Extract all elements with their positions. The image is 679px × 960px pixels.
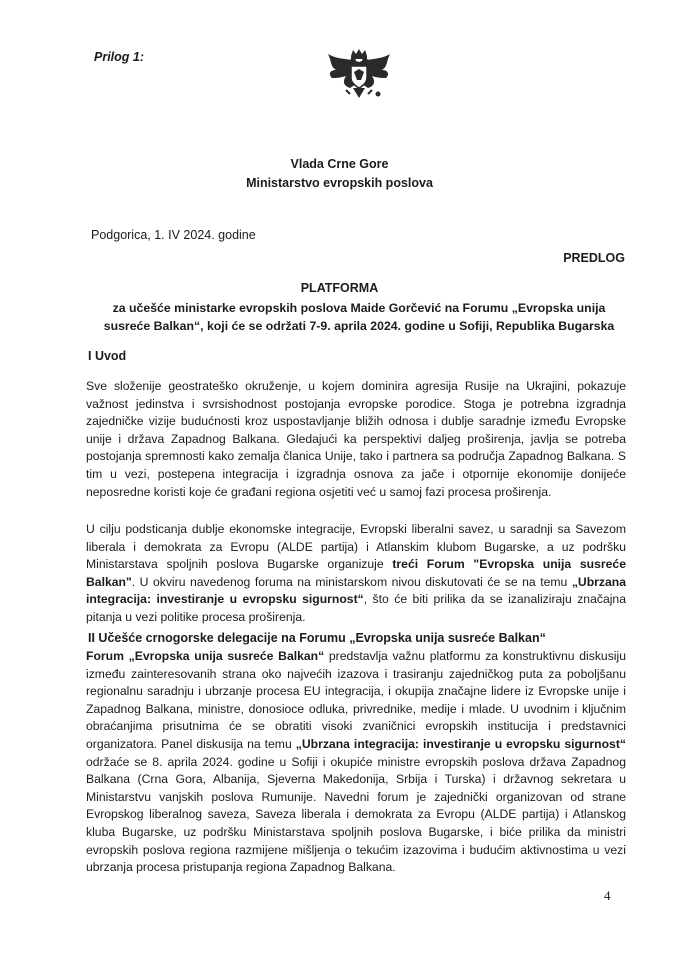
coat-of-arms-icon xyxy=(320,48,398,104)
section-heading-delegation: II Učešće crnogorske delegacije na Forumu „Evropska unija susreće Balkan“ xyxy=(88,631,546,645)
paragraph-2 xyxy=(86,521,626,627)
paragraph-3-text-b: predstavlja važnu platformu za konstruktivnu diskusiju između zainteresovanih strana oko najvećih izazova i trasiranju zajedničkog puta za poboljšanu regionalnu saradnju i ubrzanje procesa EU integracija, i okupija značajne lidere iz Evropske unije i Zapadnog Balkana, ministre, donosioce odluka, privrednike, medije i mlade. U uvodnim i ključnim obraćanjima prisutnima će se obratiti visoki zvaničnici evropskih institucija i predstavnici organizatora. Panel diskusija na temu xyxy=(86,649,626,751)
forum-title-emphasis: Forum „Evropska unija susreće Balkan“ xyxy=(86,649,325,663)
status-label: PREDLOG xyxy=(563,251,625,265)
annex-label: Prilog 1: xyxy=(94,50,145,64)
paragraph-3 xyxy=(86,648,626,877)
page-number: 4 xyxy=(604,888,611,903)
paragraph-3-text-d: održaće se 8. aprila 2024. godine u Sofiji i okupiće ministre evropskih poslova država Zapadnog Balkana (Crna Gora, Albanija, Sjeverna Makedonija, Srbija i Turska) i državnog sekretara u Ministarstvu vanjskih poslova Rumunije. Navedni forum je zajednički organizovan od strane Evropskog liberalnog saveza, Saveza liberala i demokrata za Evropu (ALDE partija) i Atlanskog kluba Bugarske, uz podršku Ministarstava spoljnih poslova Bugarske, i biće prilika da ministri evropskih poslova regiona razmijene mišljenja o tekućim izazovima i budućim aktivnostima u vezi ubrzanja procesa pristupanja regiona Zapadnog Balkana. xyxy=(86,754,626,875)
place-date: Podgorica, 1. IV 2024. godine xyxy=(91,228,256,242)
paragraph-1: Sve složenije geostrateško okruženje, u kojem dominira agresija Rusije na Ukrajini, pokazuje važnost jedinstva i svrsishodnost postojanja evropske porodice. Stoga je potrebna izgradnja zajedničke vizije budućnosti kroz uspostavljanje bližih odnosa i dublje saradnje između Evropske unije i država Zapadnog Balkana. Gledajući ka perspektivi daljeg proširenja, javlja se potreba postojanja spremnosti kako zemalja članica Unije, tako i partnera sa područja Zapadnog Balkana. S tim u vezi, postepena integracija i izgradnja osnova za jače i otpornije ekonomije donijeće neposredne koristi koje će građani regiona osjetiti već u samoj fazi procesa proširenja. xyxy=(86,379,626,499)
paragraph-2-text-c: . U okviru navedenog foruma na ministarskom nivou diskutovati će se na temu xyxy=(131,574,572,589)
paragraph-2-text-e: , što će biti prilika da se izanaliziraju značajna pitanja u vezi politike procesa proširenja. xyxy=(86,592,626,624)
document-title: PLATFORMA xyxy=(300,281,379,295)
government-name: Vlada Crne Gore xyxy=(290,157,389,171)
ministry-name: Ministarstvo evropskih poslova xyxy=(246,176,433,190)
panel-topic-emphasis-2: „Ubrzana integracija: investiranje u evropsku sigurnost“ xyxy=(295,736,626,751)
forum-name-emphasis: treći Forum "Evropska unija susreće Balkan" xyxy=(86,557,626,589)
section-heading-intro: I Uvod xyxy=(88,349,127,363)
panel-topic-emphasis: „Ubrzana integracija: investiranje u evropsku sigurnost“ xyxy=(86,574,626,607)
paragraph-2-text-a: U cilju podsticanja dublje ekonomske integracije, Evropski liberalni savez, u saradnji sa Savezom liberala i demokrata za Evropu (ALDE partija) i Atlanskim klubom Bugarske, a uz podršku Ministarstava spoljnih poslova Bugarske organizuje xyxy=(86,522,626,572)
document-subtitle: za učešće ministarke evropskih poslova Maide Gorčević na Forumu „Evropska unija susreće Balkan“, koji će se održati 7-9. aprila 2024. godine u Sofiji, Republika Bugarska xyxy=(103,301,615,333)
